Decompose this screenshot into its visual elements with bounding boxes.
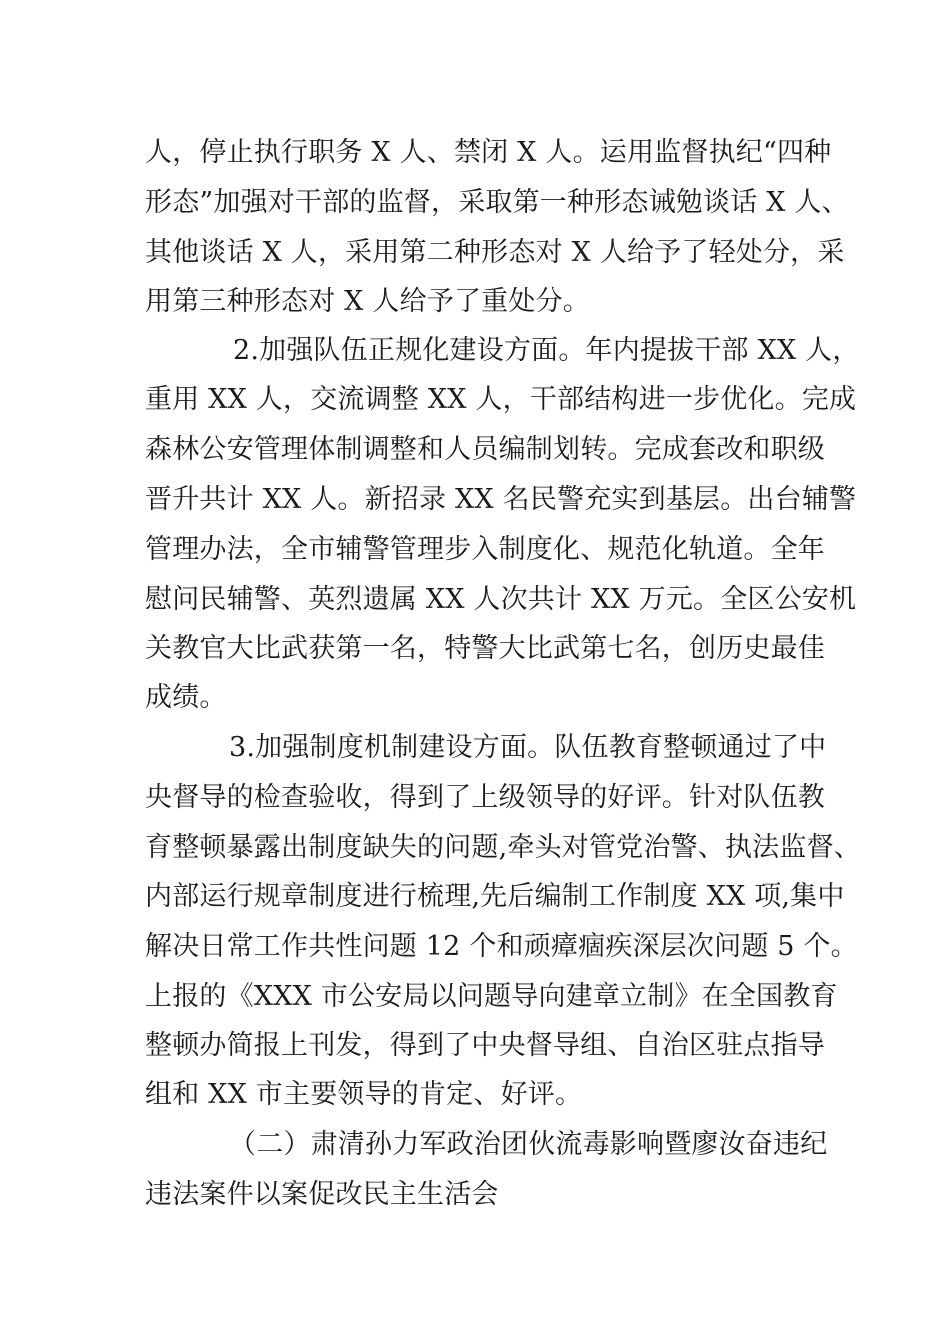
subsection-heading: （二）肃清孙力军政治团伙流毒影响暨廖汝奋违纪 [229,1129,828,1160]
body-text-line: 形态”加强对干部的监督，采取第一种形态诫勉谈话 X 人、 [145,187,849,218]
body-text-line: 其他谈话 X 人，采用第二种形态对 X 人给予了轻处分，采 [145,237,845,268]
body-text-line: 央督导的检查验收，得到了上级领导的好评。针对队伍教 [145,782,825,813]
subsection-heading-continued: 违法案件以案促改民主生活会 [145,1179,499,1210]
body-text-line: 育整顿暴露出制度缺失的问题,牵头对管党治警、执法监督、 [145,832,861,863]
body-text-line: 成绩。 [145,682,227,713]
body-text-line: 关教官大比武获第一名，特警大比武第七名，创历史最佳 [145,633,825,664]
body-text-line: 用第三种形态对 X 人给予了重处分。 [145,286,590,317]
body-text-line: 人，停止执行职务 X 人、禁闭 X 人。运用监督执纪“四种 [145,137,832,168]
body-text-line: 解决日常工作共性问题 12 个和顽瘴痼疾深层次问题 5 个。 [145,931,858,962]
body-text-line: 内部运行规章制度进行梳理,先后编制工作制度 XX 项,集中 [145,881,845,912]
section-heading-3: 3.加强制度机制建设方面。队伍教育整顿通过了中 [229,732,827,763]
body-text-line: 上报的《XXX 市公安局以问题导向建章立制》在全国教育 [145,981,838,1012]
body-text-line: 组和 XX 市主要领导的肯定、好评。 [145,1079,583,1110]
body-text-line: 森林公安管理体制调整和人员编制划转。完成套改和职级 [145,434,825,465]
body-text-line: 管理办法，全市辅警管理步入制度化、规范化轨道。全年 [145,534,825,565]
body-text-line: 慰问民辅警、英烈遗属 XX 人次共计 XX 万元。全区公安机 [145,584,857,615]
body-text-line: 重用 XX 人，交流调整 XX 人，干部结构进一步优化。完成 [145,384,857,415]
body-text-line: 整顿办简报上刊发，得到了中央督导组、自治区驻点指导 [145,1030,825,1061]
body-text-line: 晋升共计 XX 人。新招录 XX 名民警充实到基层。出台辅警 [145,484,857,515]
section-heading-2: 2.加强队伍正规化建设方面。年内提拔干部 XX 人， [233,335,860,366]
